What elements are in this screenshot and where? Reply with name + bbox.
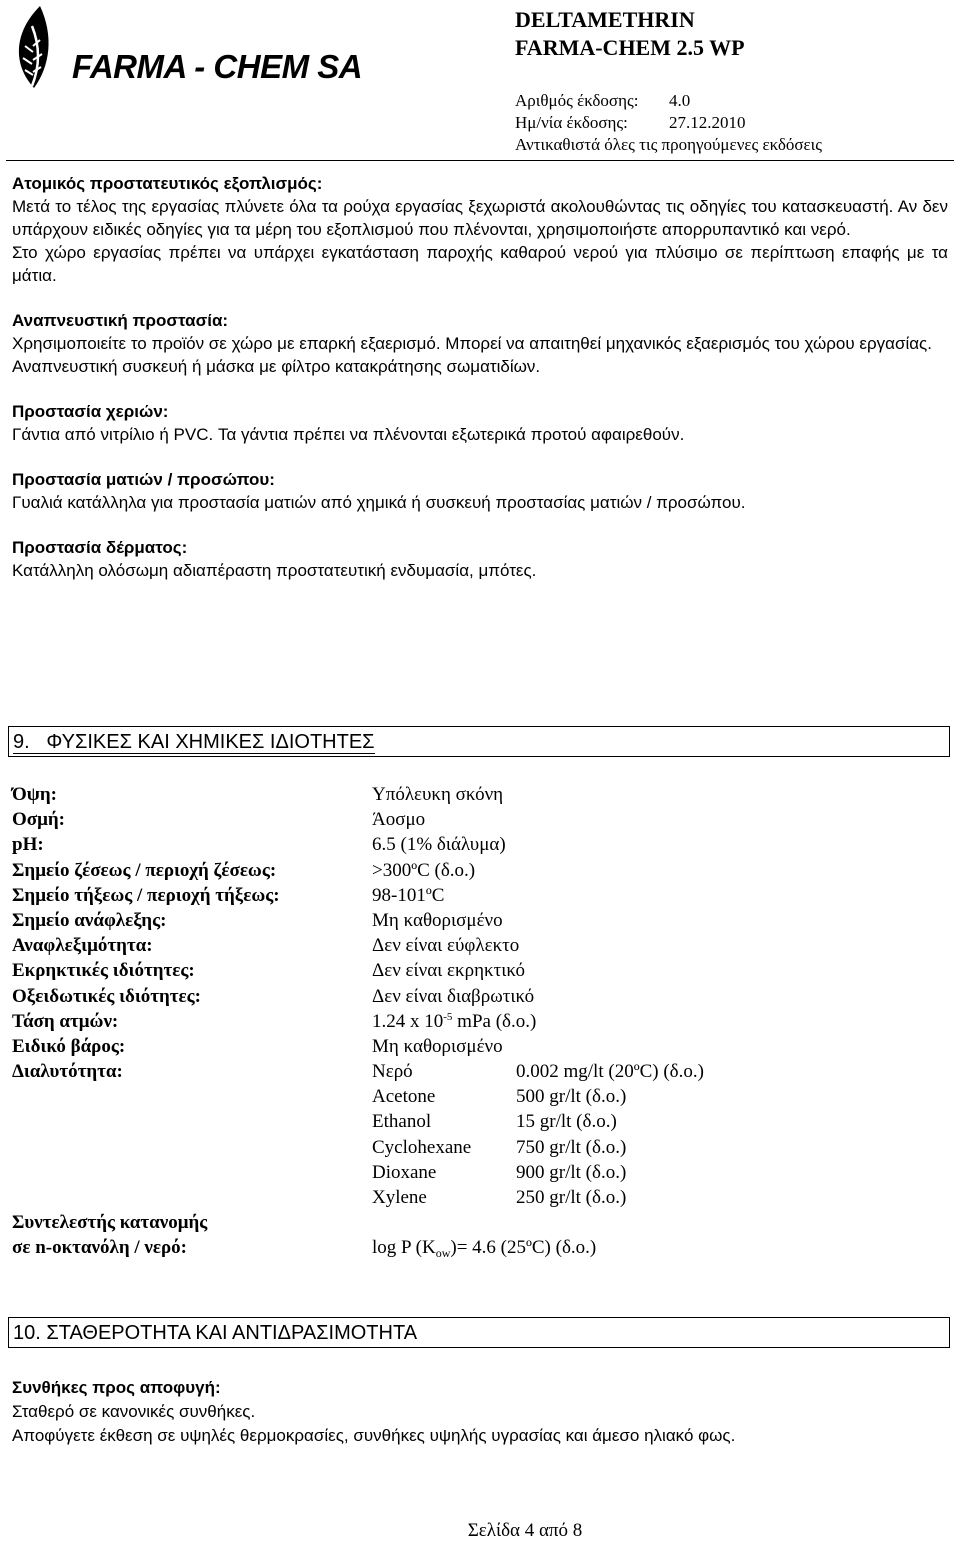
property-label: Οξειδωτικές ιδιότητες: <box>12 985 201 1007</box>
property-row <box>12 834 942 859</box>
property-row <box>12 809 942 834</box>
property-value: Δεν είναι διαβρωτικό <box>372 985 535 1007</box>
property-row <box>12 960 942 985</box>
product-name-line2: FARMA-CHEM 2.5 WP <box>515 35 745 60</box>
solubility-value: 0.002 mg/lt (20ºC) (δ.ο.) <box>516 1061 704 1083</box>
issue-number-label: Αριθμός έκδοσης: <box>515 91 639 110</box>
hand-protection-heading: Προστασία χεριών: <box>12 402 169 421</box>
solubility-row <box>12 1111 942 1136</box>
product-name-line1: DELTAMETHRIN <box>515 7 695 32</box>
personal-protection-text-2: Στο χώρο εργασίας πρέπει να υπάρχει εγκατάσταση παροχής καθαρού νερού για πλύσιμο σε περίπτωση επαφής με τα μάτια. <box>12 243 948 285</box>
property-label: Συντελεστής κατανομής <box>12 1212 208 1234</box>
conditions-to-avoid-text-1: Σταθερό σε κανονικές συνθήκες. <box>12 1402 256 1421</box>
property-row <box>12 885 942 910</box>
respiratory-protection-text-2: Αναπνευστική συσκευή ή μάσκα με φίλτρο κατακράτησης σωματιδίων. <box>12 357 541 376</box>
section-10-content <box>12 1376 948 1448</box>
solubility-row <box>12 1137 942 1162</box>
solubility-row <box>12 1187 942 1212</box>
solubility-value: 250 gr/lt (δ.ο.) <box>516 1187 627 1208</box>
property-row <box>12 910 942 935</box>
personal-protection-text-1: Μετά το τέλος της εργασίας πλύνετε όλα τα ρούχα εργασίας ξεχωριστά ακολουθώντας τις οδηγίες του κατασκευαστή. Αν δεν υπάρχουν ειδικές οδηγίες για τα μέρη του εξοπλισμού που πλένονται, χρησιμοποιήστε απορρυπαντικό και νερό. <box>12 197 948 239</box>
section-8-content <box>12 172 948 582</box>
eye-protection-heading: Προστασία ματιών / προσώπου: <box>12 470 275 489</box>
solubility-value: 15 gr/lt (δ.ο.) <box>516 1111 617 1133</box>
solvent-name: Acetone <box>372 1086 436 1108</box>
issue-date-label: Ημ/νία έκδοσης: <box>515 113 628 132</box>
property-row <box>12 986 942 1011</box>
respiratory-protection-text-1: Χρησιμοποιείτε το προϊόν σε χώρο με επαρκή εξαερισμό. Μπορεί να απαιτηθεί μηχανικός εξαερισμός του χώρου εργασίας. <box>12 334 932 353</box>
property-label: Διαλυτότητα: <box>12 1061 123 1083</box>
property-label: Όψη: <box>12 784 57 805</box>
logo-wordmark: FARMA - CHEM SA <box>72 48 363 85</box>
skin-protection-heading: Προστασία δέρματος: <box>12 538 188 557</box>
property-label: Σημείο ανάφλεξης: <box>12 909 167 931</box>
property-row <box>12 1036 942 1061</box>
solubility-value: 900 gr/lt (δ.ο.) <box>516 1161 627 1183</box>
property-row <box>12 935 942 960</box>
property-value: Μη καθορισμένο <box>372 1035 503 1057</box>
solubility-row <box>12 1162 942 1187</box>
property-label: Εκρηκτικές ιδιότητες: <box>12 960 195 982</box>
property-label: Οσμή: <box>12 809 66 831</box>
property-row <box>12 1237 942 1262</box>
property-row <box>12 1212 942 1237</box>
property-value: Δεν είναι εκρηκτικό <box>372 960 525 982</box>
conditions-to-avoid-heading: Συνθήκες προς αποφυγή: <box>12 1378 221 1397</box>
solubility-value: 750 gr/lt (δ.ο.) <box>516 1136 627 1158</box>
property-value: Δεν είναι εύφλεκτο <box>372 935 520 957</box>
property-label: Σημείο ζέσεως / περιοχή ζέσεως: <box>12 859 277 881</box>
skin-protection-text: Κατάλληλη ολόσωμη αδιαπέραστη προστατευτική ενδυμασία, μπότες. <box>12 561 537 580</box>
property-value: log P $(K_{ow})= 4.6$ (25ºC) (δ.ο.) <box>372 1237 597 1261</box>
physical-chemical-properties <box>12 784 942 1263</box>
solubility-row <box>12 1086 942 1111</box>
solvent-name: Dioxane <box>372 1161 437 1183</box>
issue-date-value: 27.12.2010 <box>669 113 746 132</box>
issue-info <box>515 90 822 156</box>
property-value: 1.24 x $10^{-5}$ mPa (δ.ο.) <box>372 1010 537 1032</box>
property-row <box>12 860 942 885</box>
property-value: 98-101ºC <box>372 884 445 906</box>
conditions-to-avoid-text-2: Αποφύγετε έκθεση σε υψηλές θερμοκρασίες, συνθήκες υψηλής υγρασίας και άμεσο ηλιακό φως. <box>12 1426 736 1445</box>
respiratory-protection-heading: Αναπνευστική προστασία: <box>12 311 229 330</box>
solubility-row <box>12 1061 942 1086</box>
property-label: Αναφλεξιμότητα: <box>12 935 153 957</box>
property-label: Σημείο τήξεως / περιοχή τήξεως: <box>12 884 280 906</box>
header-divider <box>6 160 954 161</box>
section-10-header <box>8 1317 950 1348</box>
property-value: Υπόλευκη σκόνη <box>372 784 504 805</box>
section-10-title: 10. ΣΤΑΘΕΡΟΤΗΤΑ ΚΑΙ ΑΝΤΙΔΡΑΣΙΜΟΤΗΤΑ <box>13 1322 418 1344</box>
solubility-value: 500 gr/lt (δ.ο.) <box>516 1086 627 1108</box>
property-row <box>12 1011 942 1036</box>
issue-number-value: 4.0 <box>669 91 691 110</box>
section-9-title: 9. ΦΥΣΙΚΕΣ ΚΑΙ ΧΗΜΙΚΕΣ ΙΔΙΟΤΗΤΕΣ <box>13 731 375 753</box>
hand-protection-text: Γάντια από νιτρίλιο ή PVC. Τα γάντια πρέπει να πλένονται εξωτερικά προτού αφαιρεθούν. <box>12 425 685 444</box>
product-title <box>515 6 745 62</box>
solvent-name: Ethanol <box>372 1111 432 1133</box>
eye-protection-text: Γυαλιά κατάλληλα για προστασία ματιών από χημικά ή συσκευή προστασίας ματιών / προσώπου. <box>12 493 746 512</box>
property-value: Μη καθορισμένο <box>372 909 503 931</box>
property-label: pH: <box>12 834 44 856</box>
solvent-name: Νερό <box>372 1061 413 1083</box>
solvent-name: Cyclohexane <box>372 1136 472 1158</box>
property-value: Άοσμο <box>372 809 426 831</box>
page-number: Σελίδα 4 από 8 <box>467 1520 583 1541</box>
property-value: 6.5 (1% διάλυμα) <box>372 834 506 856</box>
section-9-header <box>8 726 950 757</box>
property-label: σε n-οκτανόλη / νερό: <box>12 1237 187 1259</box>
property-row <box>12 784 942 809</box>
company-logo <box>10 4 363 92</box>
personal-protection-heading: Ατομικός προστατευτικός εξοπλισμός: <box>12 174 323 193</box>
property-label: Τάση ατμών: <box>12 1010 119 1032</box>
solvent-name: Xylene <box>372 1187 427 1208</box>
property-value: >300ºC (δ.ο.) <box>372 859 476 881</box>
property-label: Ειδικό βάρος: <box>12 1035 126 1057</box>
supersedes-note: Αντικαθιστά όλες τις προηγούμενες εκδόσεις <box>515 135 822 154</box>
